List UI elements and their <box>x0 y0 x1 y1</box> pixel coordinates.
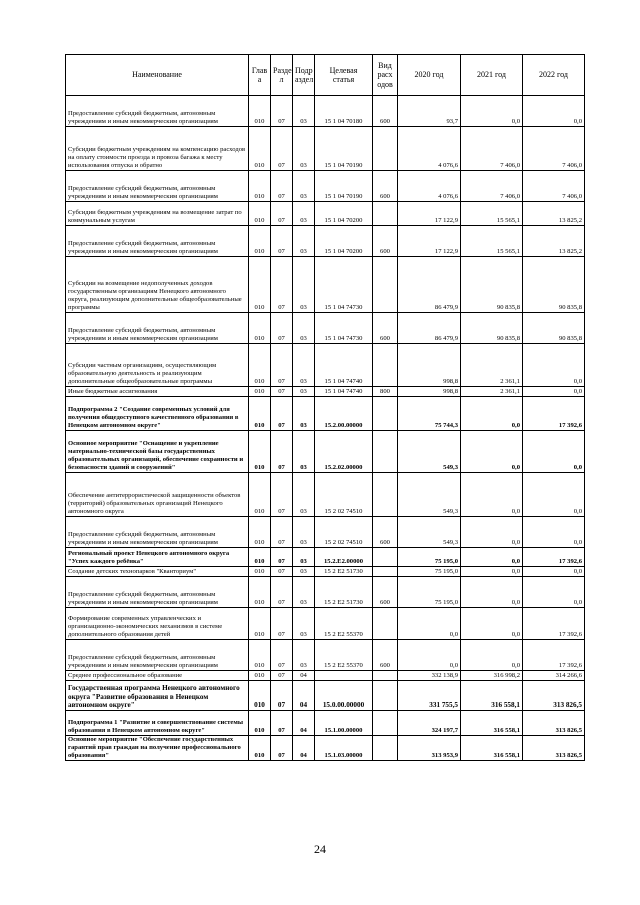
row-section-cell: 07 <box>271 257 293 313</box>
row-subsection-cell: 03 <box>293 608 315 640</box>
row-section-cell: 07 <box>271 127 293 171</box>
row-value-2022-cell: 313 826,5 <box>523 736 585 761</box>
row-section-cell: 07 <box>271 226 293 257</box>
row-value-2020-cell: 0,0 <box>398 608 461 640</box>
row-chapter-cell: 010 <box>249 548 271 567</box>
row-target-article-cell: 15 2 E2 55370 <box>315 608 373 640</box>
row-value-2021-cell: 0,0 <box>461 96 523 127</box>
row-target-article-cell: 15.2.E2.00000 <box>315 548 373 567</box>
row-value-2021-cell: 0,0 <box>461 567 523 577</box>
row-section-cell: 07 <box>271 567 293 577</box>
row-target-article-cell: 15 1 04 70180 <box>315 96 373 127</box>
row-value-2020-cell: 332 138,9 <box>398 671 461 681</box>
row-value-2020-cell: 549,3 <box>398 431 461 473</box>
row-expense-type-cell <box>373 671 398 681</box>
row-target-article-cell <box>315 671 373 681</box>
row-name-cell: Основное мероприятие "Оснащение и укрепление материально-технической базы государственных образовательных организаций, обеспечение сохранности и безопасности зданий и сооружений" <box>66 431 249 473</box>
column-header-2021: 2021 год <box>461 55 523 96</box>
row-subsection-cell: 03 <box>293 387 315 397</box>
row-expense-type-cell <box>373 736 398 761</box>
table-row <box>66 431 585 473</box>
table-row <box>66 517 585 548</box>
row-name-cell: Региональный проект Ненецкого автономного округа "Успех каждого ребёнка" <box>66 548 249 567</box>
row-value-2022-cell: 7 406,0 <box>523 127 585 171</box>
row-value-2022-cell: 13 825,2 <box>523 226 585 257</box>
row-value-2020-cell: 86 479,9 <box>398 313 461 344</box>
table-row <box>66 577 585 608</box>
row-name-cell: Предоставление субсидий бюджетным, автономным учреждениям и иным некоммерческим организациям <box>66 226 249 257</box>
row-value-2021-cell: 2 361,1 <box>461 344 523 387</box>
row-value-2022-cell: 13 825,2 <box>523 202 585 226</box>
row-section-cell: 07 <box>271 577 293 608</box>
row-name-cell: Субсидии на возмещение недополученных доходов государственным организациям Ненецкого автономного округа, реализующим дополнительные общеобразовательные программы <box>66 257 249 313</box>
row-name-cell: Основное мероприятие "Обеспечение государственных гарантий прав граждан на получение профессионального образования" <box>66 736 249 761</box>
row-value-2022-cell: 90 835,8 <box>523 257 585 313</box>
row-name-cell: Государственная программа Ненецкого автономного округа "Развитие образования в Ненецком автономном округе" <box>66 681 249 711</box>
row-section-cell: 07 <box>271 640 293 671</box>
row-name-cell: Предоставление субсидий бюджетным, автономным учреждениям и иным некоммерческим организациям <box>66 640 249 671</box>
row-value-2020-cell: 313 953,9 <box>398 736 461 761</box>
row-chapter-cell: 010 <box>249 517 271 548</box>
row-section-cell: 07 <box>271 548 293 567</box>
row-value-2020-cell: 86 479,9 <box>398 257 461 313</box>
table-row <box>66 711 585 736</box>
row-value-2021-cell: 90 835,8 <box>461 313 523 344</box>
row-value-2021-cell: 316 558,1 <box>461 681 523 711</box>
row-section-cell: 07 <box>271 313 293 344</box>
table-row <box>66 127 585 171</box>
row-subsection-cell: 04 <box>293 671 315 681</box>
table-row <box>66 671 585 681</box>
row-value-2021-cell: 0,0 <box>461 548 523 567</box>
row-target-article-cell: 15.2.02.00000 <box>315 431 373 473</box>
row-value-2022-cell: 314 266,6 <box>523 671 585 681</box>
row-value-2021-cell: 0,0 <box>461 640 523 671</box>
row-name-cell: Предоставление субсидий бюджетным, автономным учреждениям и иным некоммерческим организациям <box>66 313 249 344</box>
row-expense-type-cell <box>373 711 398 736</box>
row-chapter-cell: 010 <box>249 711 271 736</box>
row-target-article-cell: 15.1.00.00000 <box>315 711 373 736</box>
row-section-cell: 07 <box>271 671 293 681</box>
column-header-2020: 2020 год <box>398 55 461 96</box>
row-value-2021-cell: 316 998,2 <box>461 671 523 681</box>
row-subsection-cell: 03 <box>293 344 315 387</box>
row-name-cell: Обеспечение антитеррористической защищенности объектов (территорий) образовательных организаций Ненецкого автономного округа <box>66 473 249 517</box>
table-row <box>66 171 585 202</box>
row-value-2020-cell: 75 195,0 <box>398 577 461 608</box>
row-expense-type-cell: 600 <box>373 640 398 671</box>
row-name-cell: Подпрограмма 2 "Создание современных условий для получения общедоступного качественного образования в Ненецком автономном округе" <box>66 397 249 431</box>
row-section-cell: 07 <box>271 736 293 761</box>
row-value-2022-cell: 313 826,5 <box>523 711 585 736</box>
row-chapter-cell: 010 <box>249 736 271 761</box>
table-row <box>66 313 585 344</box>
row-section-cell: 07 <box>271 431 293 473</box>
table-row <box>66 96 585 127</box>
row-value-2022-cell: 0,0 <box>523 517 585 548</box>
row-expense-type-cell <box>373 257 398 313</box>
row-expense-type-cell <box>373 344 398 387</box>
row-name-cell: Предоставление субсидий бюджетным, автономным учреждениям и иным некоммерческим организациям <box>66 96 249 127</box>
table-row <box>66 226 585 257</box>
row-value-2020-cell: 75 195,0 <box>398 548 461 567</box>
row-expense-type-cell <box>373 473 398 517</box>
row-name-cell: Предоставление субсидий бюджетным, автономным учреждениям и иным некоммерческим организациям <box>66 577 249 608</box>
row-chapter-cell: 010 <box>249 202 271 226</box>
row-value-2020-cell: 75 744,3 <box>398 397 461 431</box>
row-target-article-cell: 15.1.03.00000 <box>315 736 373 761</box>
table-row <box>66 736 585 761</box>
row-subsection-cell: 04 <box>293 681 315 711</box>
row-subsection-cell: 03 <box>293 548 315 567</box>
row-subsection-cell: 03 <box>293 127 315 171</box>
row-target-article-cell: 15 2 02 74510 <box>315 473 373 517</box>
row-subsection-cell: 03 <box>293 397 315 431</box>
row-section-cell: 07 <box>271 344 293 387</box>
row-chapter-cell: 010 <box>249 567 271 577</box>
row-value-2021-cell: 90 835,8 <box>461 257 523 313</box>
row-value-2020-cell: 93,7 <box>398 96 461 127</box>
row-value-2021-cell: 0,0 <box>461 473 523 517</box>
row-name-cell: Субсидии частным организациям, осуществляющим образовательную деятельность и реализующим дополнительные общеобразовательные программы <box>66 344 249 387</box>
row-name-cell: Иные бюджетные ассигнования <box>66 387 249 397</box>
row-value-2020-cell: 17 122,9 <box>398 202 461 226</box>
row-value-2021-cell: 2 361,1 <box>461 387 523 397</box>
page-number: 24 <box>314 842 326 856</box>
row-subsection-cell: 03 <box>293 517 315 548</box>
row-chapter-cell: 010 <box>249 640 271 671</box>
row-subsection-cell: 03 <box>293 577 315 608</box>
table-row <box>66 344 585 387</box>
column-header-expense-type: Вид расх одов <box>373 55 398 96</box>
row-expense-type-cell: 600 <box>373 171 398 202</box>
row-expense-type-cell: 800 <box>373 387 398 397</box>
column-header-subsection: Подр аздел <box>293 55 315 96</box>
row-target-article-cell: 15 1 04 74730 <box>315 313 373 344</box>
row-name-cell: Создание детских технопарков "Кванториум" <box>66 567 249 577</box>
row-section-cell: 07 <box>271 711 293 736</box>
row-chapter-cell: 010 <box>249 171 271 202</box>
row-expense-type-cell <box>373 397 398 431</box>
row-name-cell: Субсидии бюджетным учреждениям на компенсацию расходов на оплату стоимости проезда и провоза багажа к месту использования отпуска и обратно <box>66 127 249 171</box>
row-chapter-cell: 010 <box>249 313 271 344</box>
row-target-article-cell: 15 2 E2 51730 <box>315 577 373 608</box>
table-header-row <box>66 55 585 96</box>
row-subsection-cell: 03 <box>293 567 315 577</box>
row-expense-type-cell <box>373 202 398 226</box>
column-header-section: Разде л <box>271 55 293 96</box>
row-name-cell: Формирование современных управленческих и организационно-экономических механизмов в системе дополнительного образования детей <box>66 608 249 640</box>
table-row <box>66 397 585 431</box>
row-section-cell: 07 <box>271 681 293 711</box>
column-header-name: Наименование <box>66 55 249 96</box>
row-target-article-cell: 15 1 04 74730 <box>315 257 373 313</box>
row-value-2021-cell: 15 565,1 <box>461 226 523 257</box>
row-expense-type-cell: 600 <box>373 313 398 344</box>
row-target-article-cell: 15 1 04 70200 <box>315 226 373 257</box>
row-value-2021-cell: 316 558,1 <box>461 736 523 761</box>
table-row <box>66 473 585 517</box>
row-subsection-cell: 03 <box>293 257 315 313</box>
row-expense-type-cell <box>373 127 398 171</box>
row-value-2022-cell: 0,0 <box>523 431 585 473</box>
table-row <box>66 387 585 397</box>
row-value-2021-cell: 0,0 <box>461 608 523 640</box>
row-value-2020-cell: 998,8 <box>398 387 461 397</box>
row-subsection-cell: 03 <box>293 640 315 671</box>
row-target-article-cell: 15 2 02 74510 <box>315 517 373 548</box>
row-expense-type-cell <box>373 431 398 473</box>
row-expense-type-cell: 600 <box>373 577 398 608</box>
row-expense-type-cell <box>373 567 398 577</box>
row-name-cell: Предоставление субсидий бюджетным, автономным учреждениям и иным некоммерческим организациям <box>66 517 249 548</box>
row-value-2020-cell: 4 076,6 <box>398 127 461 171</box>
row-value-2022-cell: 17 392,6 <box>523 397 585 431</box>
row-value-2020-cell: 4 076,6 <box>398 171 461 202</box>
row-value-2022-cell: 7 406,0 <box>523 171 585 202</box>
row-value-2022-cell: 313 826,5 <box>523 681 585 711</box>
row-value-2020-cell: 324 197,7 <box>398 711 461 736</box>
row-section-cell: 07 <box>271 96 293 127</box>
row-value-2021-cell: 7 406,0 <box>461 127 523 171</box>
row-target-article-cell: 15 1 04 74740 <box>315 387 373 397</box>
table-row <box>66 567 585 577</box>
column-header-2022: 2022 год <box>523 55 585 96</box>
row-value-2022-cell: 0,0 <box>523 473 585 517</box>
row-subsection-cell: 03 <box>293 473 315 517</box>
budget-table <box>65 54 585 761</box>
row-subsection-cell: 03 <box>293 202 315 226</box>
row-value-2021-cell: 15 565,1 <box>461 202 523 226</box>
row-value-2021-cell: 0,0 <box>461 577 523 608</box>
row-value-2020-cell: 17 122,9 <box>398 226 461 257</box>
row-value-2021-cell: 0,0 <box>461 517 523 548</box>
row-value-2021-cell: 0,0 <box>461 397 523 431</box>
row-chapter-cell: 010 <box>249 608 271 640</box>
row-target-article-cell: 15.2.00.00000 <box>315 397 373 431</box>
row-subsection-cell: 04 <box>293 736 315 761</box>
table-row <box>66 608 585 640</box>
row-chapter-cell: 010 <box>249 344 271 387</box>
row-chapter-cell: 010 <box>249 671 271 681</box>
table-row <box>66 548 585 567</box>
row-name-cell: Субсидии бюджетным учреждениям на возмещение затрат по коммунальным услугам <box>66 202 249 226</box>
row-value-2022-cell: 0,0 <box>523 577 585 608</box>
row-target-article-cell: 15 1 04 70190 <box>315 171 373 202</box>
row-name-cell: Среднее профессиональное образование <box>66 671 249 681</box>
table-row <box>66 681 585 711</box>
row-section-cell: 07 <box>271 171 293 202</box>
row-target-article-cell: 15 1 04 70200 <box>315 202 373 226</box>
column-header-target-article: Целевая статья <box>315 55 373 96</box>
row-chapter-cell: 010 <box>249 473 271 517</box>
row-value-2020-cell: 331 755,5 <box>398 681 461 711</box>
row-target-article-cell: 15.0.00.00000 <box>315 681 373 711</box>
row-expense-type-cell <box>373 681 398 711</box>
row-value-2022-cell: 0,0 <box>523 96 585 127</box>
row-value-2022-cell: 17 392,6 <box>523 548 585 567</box>
row-subsection-cell: 03 <box>293 431 315 473</box>
row-value-2020-cell: 75 195,0 <box>398 567 461 577</box>
row-chapter-cell: 010 <box>249 681 271 711</box>
row-value-2022-cell: 90 835,8 <box>523 313 585 344</box>
row-expense-type-cell: 600 <box>373 517 398 548</box>
row-value-2022-cell: 17 392,6 <box>523 608 585 640</box>
row-value-2020-cell: 998,8 <box>398 344 461 387</box>
row-chapter-cell: 010 <box>249 257 271 313</box>
row-section-cell: 07 <box>271 387 293 397</box>
row-subsection-cell: 04 <box>293 711 315 736</box>
row-chapter-cell: 010 <box>249 127 271 171</box>
row-target-article-cell: 15 2 E2 51730 <box>315 567 373 577</box>
row-section-cell: 07 <box>271 608 293 640</box>
row-target-article-cell: 15 2 E2 55370 <box>315 640 373 671</box>
row-value-2020-cell: 549,3 <box>398 473 461 517</box>
row-value-2022-cell: 0,0 <box>523 567 585 577</box>
row-name-cell: Предоставление субсидий бюджетным, автономным учреждениям и иным некоммерческим организациям <box>66 171 249 202</box>
table-row <box>66 257 585 313</box>
row-value-2021-cell: 0,0 <box>461 431 523 473</box>
row-value-2022-cell: 17 392,6 <box>523 640 585 671</box>
column-header-chapter: Глав а <box>249 55 271 96</box>
row-chapter-cell: 010 <box>249 397 271 431</box>
row-value-2022-cell: 0,0 <box>523 344 585 387</box>
row-value-2021-cell: 7 406,0 <box>461 171 523 202</box>
row-value-2021-cell: 316 558,1 <box>461 711 523 736</box>
row-section-cell: 07 <box>271 473 293 517</box>
row-chapter-cell: 010 <box>249 96 271 127</box>
row-chapter-cell: 010 <box>249 431 271 473</box>
row-section-cell: 07 <box>271 397 293 431</box>
row-subsection-cell: 03 <box>293 96 315 127</box>
row-chapter-cell: 010 <box>249 226 271 257</box>
table-row <box>66 640 585 671</box>
row-section-cell: 07 <box>271 202 293 226</box>
row-expense-type-cell <box>373 548 398 567</box>
row-subsection-cell: 03 <box>293 171 315 202</box>
row-subsection-cell: 03 <box>293 226 315 257</box>
row-value-2020-cell: 549,3 <box>398 517 461 548</box>
row-target-article-cell: 15 1 04 74740 <box>315 344 373 387</box>
row-subsection-cell: 03 <box>293 313 315 344</box>
row-expense-type-cell: 600 <box>373 96 398 127</box>
table-row <box>66 202 585 226</box>
table-body <box>66 96 585 761</box>
row-chapter-cell: 010 <box>249 387 271 397</box>
row-chapter-cell: 010 <box>249 577 271 608</box>
row-expense-type-cell <box>373 608 398 640</box>
row-value-2022-cell: 0,0 <box>523 387 585 397</box>
row-section-cell: 07 <box>271 517 293 548</box>
row-name-cell: Подпрограмма 1 "Развитие и совершенствование системы образования в Ненецком автономном округе" <box>66 711 249 736</box>
row-expense-type-cell: 600 <box>373 226 398 257</box>
row-value-2020-cell: 0,0 <box>398 640 461 671</box>
row-target-article-cell: 15 1 04 70190 <box>315 127 373 171</box>
